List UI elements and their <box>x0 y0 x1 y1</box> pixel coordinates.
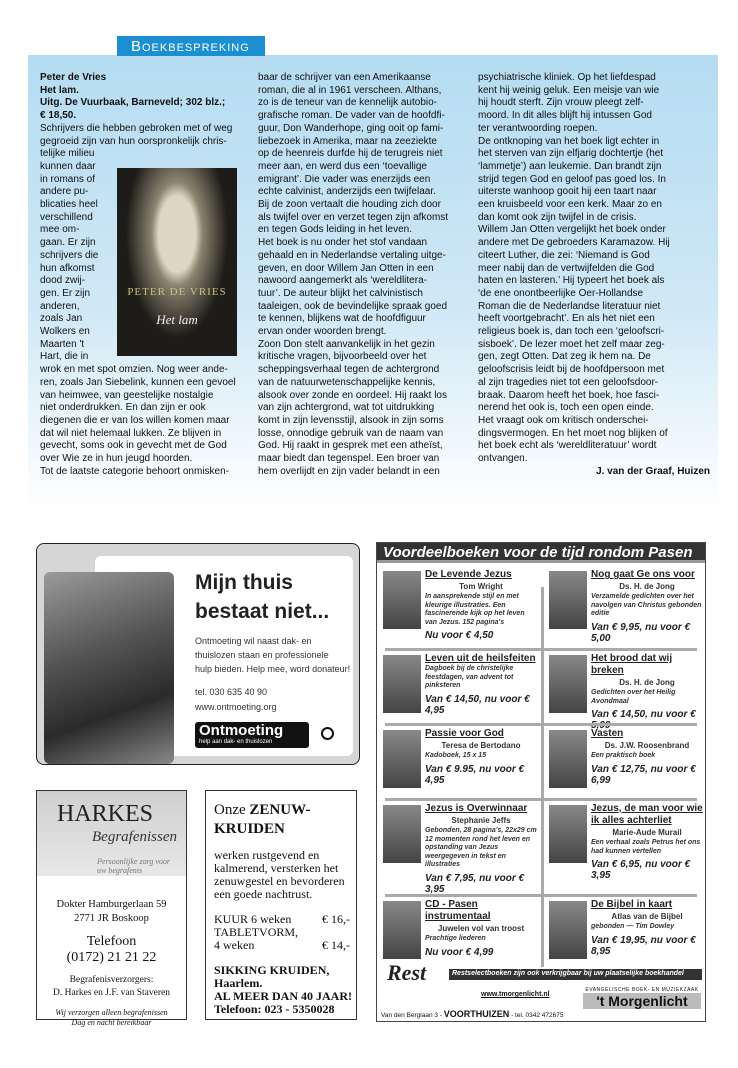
book-author: Stephanie Jeffs <box>451 816 511 825</box>
text-line: ‘de ene onontbeerlijke Oer-Hollandse <box>478 287 644 299</box>
text-line: Uitg. De Vuurbaak, Barneveld; 302 blz.; <box>40 97 226 109</box>
text-line: al zijn tragedies niet tot een geloofsdoor- <box>478 376 659 388</box>
ad-title: Voordeelboeken voor de tijd rondom Pasen <box>377 543 705 563</box>
book-cover-image <box>383 730 421 788</box>
book-cover-image <box>117 168 237 356</box>
man-photo <box>44 572 174 764</box>
text-line: ervan onder woorden brengt. <box>258 326 387 338</box>
text-line: scheppingsverhaal tegen de achtergrond <box>258 364 440 376</box>
text-line: andere met De gebroeders Karamazow. Hij <box>478 237 670 249</box>
section-title: Boekbespreking <box>117 36 265 56</box>
ad-body: Ontmoeting wil naast dak- en thuislozen staan en professionele hulp bieden. Help mee, word donateur! <box>195 636 351 674</box>
text-line: wrok en met spot omzien. Nog weer ande- <box>40 364 228 376</box>
text-line: over Wie ze in hun jeugd hoorden. <box>40 453 193 465</box>
book-cover-image <box>383 901 421 959</box>
text-line: verschillend <box>40 211 93 223</box>
book-price: Van € 9,95, nu voor € 5,00 <box>591 621 691 644</box>
text-line: Schrijvers die hebben gebroken met of weg <box>40 122 233 134</box>
book-title: CD - Pasen instrumentaal <box>425 899 491 922</box>
text-line: gen. Er zijn <box>40 287 91 299</box>
text-line: uiterste wanhoop gooit hij een taart naar <box>478 186 657 198</box>
banner: Restselectboeken zijn ook verkrijgbaar bij uw plaatselijke boekhandel <box>449 969 702 980</box>
text-line: van zijn achtergrond, wat tot uitdrukking <box>258 402 435 414</box>
ad-voordeelboeken <box>376 542 706 1022</box>
text-line: een kruisbeeld voor een kerk. Maar zo en <box>478 199 662 211</box>
text-line: kunnen daar <box>40 160 96 172</box>
text-line: meer aan, en werd dus een ‘toevallige <box>258 160 427 172</box>
text-line: hem overlijdt en zijn vader belandt in een <box>258 465 440 477</box>
review-column-2 <box>258 72 470 479</box>
book-description: Een verhaal zoals Petrus het ons had kunnen vertellen <box>591 839 701 855</box>
text-line: nawoord aangemerkt als ‘wereldlitera- <box>258 275 427 287</box>
text-line: baar de schrijver van een Amerikaanse <box>258 72 431 83</box>
book-description: Dagboek bij de christelijke feestdagen, van advent tot pinksteren <box>425 665 514 689</box>
book-title: De Levende Jezus <box>425 569 512 580</box>
book-cover-image <box>383 805 421 863</box>
book-cover-image <box>549 901 587 959</box>
ad-zenuwkruiden: Onze ZENUW- KRUIDEN werken rustgevend en kalmerend, versterken het zenuwgestel en bevorderen een goede nachtrust. KUUR 6 weken € 16,- TABLETVORM, 4 weken € 14,- SIKKING KRUIDEN, Haarlem. AL MEER DAN 40 JAAR! Telefoon: 023 - 5350028 <box>205 790 357 1020</box>
text-line: gaan. Er zijn <box>40 237 96 249</box>
text-line: Het lam. <box>40 84 79 96</box>
ad-harkes: HARKES Begrafenissen Persoonlijke zorg voor uw begrafenis Dokter Hamburgerlaan 59 2771 JR Boskoop Telefoon (0172) 21 21 22 Begrafenisverzorgers: D. Harkes en J.F. van Staveren Wij verzorgen alleen begrafenissen Dag en nacht bereikbaar <box>36 790 187 1020</box>
text-line: ter verantwoording roepen. <box>478 122 598 134</box>
restboek-logo: Rest <box>387 960 427 985</box>
book-description: gebonden — Tim Dowley <box>591 923 675 930</box>
text-line: Bij de zoon vertaalt die houding zich door <box>258 199 441 211</box>
text-line: dingsvermogen. En het moet nog blijken of <box>478 427 668 439</box>
text-line: tuur’. De auteur blijkt het calvinistisch <box>258 287 423 299</box>
text-line: anderen, <box>40 300 80 312</box>
text-line: Wolkers en <box>40 326 90 338</box>
text-line: mee om- <box>40 224 80 236</box>
divider <box>541 587 544 967</box>
text-line: roman, die al in 1961 verscheen. Althans, <box>258 84 442 96</box>
book-description: In aansprekende stijl en met kleurige illustraties. Een fascinerende kijk op het leven van Jezus. 152 pagina's <box>425 593 525 626</box>
book-price: Van € 9.95, nu voor € 4,95 <box>425 763 525 786</box>
text-line: gen, zegt Otten. Dat zeg ik hem na. De <box>478 351 651 363</box>
text-line: citeert Luther, die zei: ‘Niemand is God <box>478 249 650 261</box>
book-author: Ds. H. de Jong <box>619 582 675 591</box>
text-line: schrijvers die <box>40 249 99 261</box>
text-line: emigrant’. Die vader was enerzijds een <box>258 173 431 185</box>
text-line: echte calvinist, anderzijds een twijfelaar. <box>258 186 436 198</box>
book-offer <box>381 569 537 641</box>
book-description: Gebonden, 28 pagina's, 22x29 cm 12 momenten rond het leven en opstanding van Jezus weergegeven in tekst en illustraties <box>425 827 537 868</box>
text-line: losse, onnodige gebruik van de naam van <box>258 427 444 439</box>
cover-title: Het lam <box>156 312 198 327</box>
book-grid <box>381 567 701 967</box>
text-line: hij houdt sterft. Zijn vrouw pleegt zelf- <box>478 97 644 109</box>
text-line: diegenen die er van los willen komen maar <box>40 414 230 426</box>
ad-ontmoeting <box>36 543 360 765</box>
text-line: maar biedt dan tegenspel. Een broer van <box>258 453 440 465</box>
book-description: Verzamelde gedichten over het navolgen van Christus gebonden editie <box>591 593 702 617</box>
shop-url[interactable]: www.tmorgenlicht.nl <box>481 991 550 998</box>
text-line: ‘lammetje’) aan leukemie. Dan brandt zijn <box>478 160 662 172</box>
book-price: Van € 19,95, nu voor € 8,95 <box>591 934 696 957</box>
text-line: dan komt ook zijn twijfel in de crisis. <box>478 211 637 223</box>
text-line: het boek echt als ‘wereldliteratuur’ wordt <box>478 440 657 452</box>
text-line: en tegen Gods leiding in het leven. <box>258 224 412 236</box>
text-line: Willem Jan Otten vergelijkt het boek onder <box>478 224 666 236</box>
book-author: Ds. H. de Jong <box>619 678 675 687</box>
book-price: Nu voor € 4,99 <box>425 946 494 958</box>
cover-author: PETER DE VRIES <box>127 286 227 298</box>
text-line: geven, en door Willem Jan Otten in een <box>258 262 434 274</box>
book-offer <box>381 728 537 786</box>
text-line: nerend het ook is, toch een open einde. <box>478 402 654 414</box>
review-column-3 <box>478 72 710 479</box>
text-line: Maarten 't <box>40 338 85 350</box>
shop-address: Van den Berglaan 3 - VOORTHUIZEN - tel. 0342 472675 <box>381 1009 564 1019</box>
book-title: De Bijbel in kaart <box>591 899 673 910</box>
text-line: heeft voortgebracht’. En als het niet een <box>478 313 655 325</box>
book-author: Tom Wright <box>459 582 503 591</box>
text-line: Peter de Vries <box>40 72 107 83</box>
book-offer <box>547 569 703 644</box>
book-author: Atlas van de Bijbel <box>611 912 683 921</box>
cbf-seal-icon <box>321 727 334 740</box>
book-cover-image <box>549 571 587 629</box>
book-description: Prachtige liederen <box>425 935 486 942</box>
text-line: dat wil niet helemaal lukken. Ze blijven in <box>40 427 222 439</box>
book-title: Jezus, de man voor wie ik alles achterliet <box>591 803 703 826</box>
ontmoeting-logo: Ontmoeting help aan dak- en thuislozen <box>195 722 309 748</box>
text-line: strijd tegen God en geloof pas goed los. In <box>478 173 666 185</box>
book-description: Gedichten over het Heilig Avondmaal <box>591 689 676 705</box>
morgenlicht-logo: EVANGELISCHE BOEK- EN MUZIEKZAAK 't Morgenlicht <box>583 987 701 1009</box>
text-line: alsook over zonde en oordeel. Hij raakt los <box>258 389 447 401</box>
book-offer <box>381 653 537 716</box>
text-line: komt in zijn levensstijl, alsook in zijn soms <box>258 414 444 426</box>
text-line: kritische vragen, bijvoorbeeld over het <box>258 351 427 363</box>
text-line: meer nabij dan de vertwijfelden die God <box>478 262 655 274</box>
text-line: braak. Daarom heeft het boek, hoe fasci- <box>478 389 660 401</box>
ad-contact: tel. 030 635 40 90 www.ontmoeting.org <box>195 685 277 715</box>
text-line: Het vraagt ook om kritisch onderschei- <box>478 414 649 426</box>
text-line: in romans of <box>40 173 96 185</box>
text-line: ren, zoals Jan Siebelink, kunnen een gevoel <box>40 376 236 388</box>
text-line: gevecht, soms ook in gevecht met de God <box>40 440 227 452</box>
book-price: Van € 12,75, nu voor € 6,99 <box>591 763 696 786</box>
book-cover-image <box>383 571 421 629</box>
text-line: religieus boek is, dan toch een ‘geloofscri- <box>478 326 665 338</box>
text-line: J. van der Graaf, Huizen <box>596 465 710 477</box>
text-line: gegroeid zijn van hun oorspronkelijk chris- <box>40 135 227 147</box>
text-line: van de natuurwetenschappelijke kennis, <box>258 376 436 388</box>
text-line: te kennen, blijkens wat de hoofdfiguur <box>258 313 426 325</box>
book-offer <box>547 728 703 786</box>
book-title: Leven uit de heilsfeiten <box>425 653 536 664</box>
text-line: kent hij weinig geluk. Een meisje van wie <box>478 84 660 96</box>
text-line: van heimwee, van geestelijke nostalgie <box>40 389 214 401</box>
text-line: God. Hij raakt in gesprek met een atheïst, <box>258 440 443 452</box>
text-line: Roman die de Nederlandse literatuur niet <box>478 300 661 312</box>
book-cover-image <box>383 655 421 713</box>
text-line: Hart, die in <box>40 351 89 363</box>
text-line: taaleigen, ook de bevindelijke spraak goed <box>258 300 448 312</box>
book-cover-image <box>549 655 587 713</box>
book-author: Teresa de Bertodano <box>441 741 521 750</box>
book-description: Een praktisch boek <box>591 752 656 759</box>
text-line: ontvangen. <box>478 453 528 465</box>
text-line: gehaald en in Nederlandse vertaling uitge- <box>258 249 446 261</box>
text-line: telijke milieu <box>40 148 95 160</box>
book-offer <box>547 899 703 957</box>
book-offer <box>547 653 703 731</box>
book-title: Vasten <box>591 728 624 739</box>
book-title: Jezus is Overwinnaar <box>425 803 528 814</box>
book-price: Van € 7,95, nu voor € 3,95 <box>425 872 525 895</box>
ad-headline: Mijn thuis bestaat niet... <box>195 571 330 623</box>
text-line: Tot de laatste categorie behoort onmisken- <box>40 465 229 477</box>
book-price: Nu voor € 4,50 <box>425 630 494 641</box>
book-price: Van € 14,50, nu voor € <box>591 709 696 720</box>
text-line: De ontknoping van het boek ligt echter in <box>478 135 660 147</box>
book-author: Juwelen vol van troost <box>437 924 525 933</box>
text-line: sisboek’. De lezer moet het zelf maar zeg- <box>478 338 665 350</box>
text-line: guur, Don Wanderhope, ging ooit op fami- <box>258 122 444 134</box>
text-line: niet onderdrukken. En dan zijn er ook <box>40 402 206 414</box>
text-line: € 18,50. <box>40 110 77 122</box>
book-title: Nog gaat Ge ons voor <box>591 569 695 580</box>
book-price: Van € 6,95, nu voor € 3,95 <box>591 859 691 881</box>
text-line: Zoon Don stelt aanvankelijk in het gezin <box>258 338 435 350</box>
text-line: zoals Jan <box>40 313 83 325</box>
text-line: andere pu- <box>40 186 89 198</box>
text-line: liebezoek in Amerika, maar na zeeziekte <box>258 135 437 147</box>
book-cover-image <box>549 805 587 863</box>
text-line: grafische roman. De vader van de hoofdfi- <box>258 110 445 122</box>
book-author: Ds. J.W. Roosenbrand <box>604 741 690 750</box>
text-line: Het boek is nu onder het stof vandaan <box>258 237 428 249</box>
text-line: blicaties heel <box>40 199 98 211</box>
text-line: dood zwij- <box>40 275 86 287</box>
book-offer <box>547 803 703 881</box>
book-price: Van € 14,50, nu voor € 4,95 <box>425 693 530 716</box>
book-title: Passie voor God <box>425 728 504 739</box>
text-line: het sterven van zijn elfjarig dochtertje (het <box>478 148 664 160</box>
text-line: op de heenreis durfde hij de terugreis niet <box>258 148 443 160</box>
text-line: zo is de teneur van de kennelijk autobio- <box>258 97 438 109</box>
book-description: Kadoboek, 15 x 15 <box>425 752 487 759</box>
text-line: als twijfel over en verzet tegen zijn afkomst <box>258 211 449 223</box>
text-line: hun afkomst <box>40 262 95 274</box>
text-line: moord. In dit alles blijft hij intussen God <box>478 110 652 122</box>
harkes-logo: HARKES Begrafenissen Persoonlijke zorg voor uw begrafenis <box>37 791 186 876</box>
book-cover-image <box>549 730 587 788</box>
ad-website: www.ontmoeting.org <box>195 702 277 712</box>
book-title: Het brood dat wij breken <box>591 653 673 676</box>
book-offer <box>381 899 537 958</box>
text-line: geloofscrisis leidt bij de hoofdpersoon met <box>478 364 665 376</box>
text-line: haten en lasteren.’ Hij typeert het boek als <box>478 275 665 287</box>
book-offer <box>381 803 537 895</box>
book-author: Marie-Aude Murail <box>612 828 682 837</box>
text-line: psychiatrische kliniek. Op het liefdespad <box>478 72 656 83</box>
